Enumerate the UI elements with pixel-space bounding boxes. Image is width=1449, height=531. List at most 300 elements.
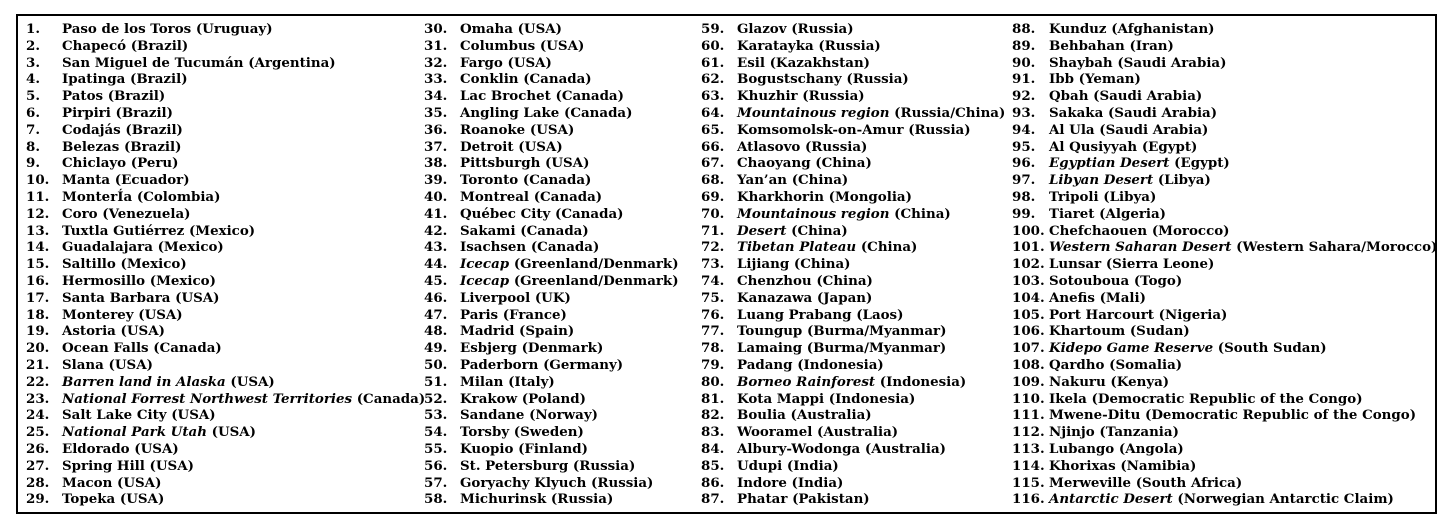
- location-name: Patos: [62, 88, 104, 105]
- location-number: 30.: [424, 21, 448, 37]
- location-region: (USA): [539, 37, 585, 54]
- list-item: [26, 307, 425, 324]
- location-number: 106.: [1012, 323, 1045, 340]
- list-item: [701, 374, 1005, 391]
- location-name: Udupi: [737, 457, 783, 474]
- list-item: [26, 155, 425, 172]
- location-name: Paris: [460, 306, 499, 323]
- list-item: [1012, 441, 1437, 458]
- location-name: Pirpiri: [62, 104, 111, 121]
- location-number: 3.: [26, 54, 40, 71]
- location-region: (Canada): [555, 88, 624, 105]
- location-name: Lac Brochet: [460, 88, 551, 105]
- location-number: 71.: [701, 222, 725, 239]
- location-number: 52.: [424, 390, 448, 407]
- list-item: [26, 71, 425, 88]
- location-region: (Australia): [790, 407, 872, 424]
- location-number: 74.: [701, 272, 725, 289]
- location-name: Western Saharan Desert: [1049, 239, 1232, 256]
- location-region: (Mali): [1099, 289, 1146, 306]
- location-name: Toronto: [460, 172, 519, 189]
- location-number: 14.: [26, 239, 50, 256]
- list-item: [424, 340, 679, 357]
- location-region: (Canada): [563, 104, 633, 121]
- location-name: Chefchaouen: [1049, 222, 1148, 239]
- location-name: Libyan Desert: [1049, 172, 1154, 189]
- location-number: 61.: [701, 54, 725, 71]
- location-number: 33.: [424, 71, 448, 88]
- list-item: [701, 88, 1005, 105]
- location-region: (Democratic Republic of the Congo): [1091, 390, 1363, 407]
- location-name: Mountainous region: [737, 205, 890, 222]
- location-number: 96.: [1012, 155, 1036, 172]
- location-name: Belezas: [62, 138, 120, 155]
- location-region: (Russia): [791, 21, 854, 37]
- list-item: [701, 441, 1005, 458]
- location-name: Desert: [737, 222, 787, 239]
- location-name: Borneo Rainforest: [737, 373, 876, 390]
- location-name: MonterÍa: [62, 188, 133, 205]
- location-number: 109.: [1012, 373, 1045, 390]
- location-name: Icecap: [460, 272, 510, 289]
- list-item: [424, 172, 679, 189]
- list-item: [26, 122, 425, 139]
- location-name: Astoria: [62, 323, 116, 340]
- list-item: [1012, 139, 1437, 156]
- list-item: [1012, 475, 1437, 492]
- location-name: Qbah: [1049, 88, 1089, 105]
- location-region: (South Sudan): [1217, 340, 1327, 357]
- location-number: 26.: [26, 440, 50, 457]
- location-region: (China): [894, 205, 951, 222]
- location-name: Slana: [62, 356, 104, 373]
- location-region: (Germany): [543, 356, 624, 373]
- location-name: Omaha: [460, 21, 513, 37]
- location-name: Montreal: [460, 188, 530, 205]
- location-number: 108.: [1012, 356, 1045, 373]
- list-item: [26, 206, 425, 223]
- location-number: 47.: [424, 306, 448, 323]
- location-region: (USA): [211, 424, 257, 441]
- list-item: [1012, 357, 1437, 374]
- location-name: Mountainous region: [737, 104, 890, 121]
- location-region: (Russia): [818, 37, 881, 54]
- location-region: (USA): [119, 491, 165, 508]
- location-name: Icecap: [460, 256, 510, 273]
- list-item: [424, 475, 679, 492]
- location-region: (Tanzania): [1099, 424, 1179, 441]
- location-number: 103.: [1012, 272, 1045, 289]
- location-name: Kota Mappi: [737, 390, 825, 407]
- location-region: (USA): [117, 474, 162, 491]
- location-name: Macon: [62, 474, 113, 491]
- list-item: [701, 172, 1005, 189]
- list-item: [424, 441, 679, 458]
- location-number: 77.: [701, 323, 725, 340]
- location-region: (Denmark): [521, 340, 604, 357]
- location-number: 38.: [424, 155, 448, 172]
- location-number: 21.: [26, 356, 50, 373]
- location-name: Columbus: [460, 37, 536, 54]
- location-region: (Italy): [508, 373, 555, 390]
- location-region: (USA): [108, 356, 153, 373]
- location-region: (Australia): [864, 440, 946, 457]
- location-region: (Brazil): [125, 121, 183, 138]
- location-number: 54.: [424, 424, 448, 441]
- location-name: Sakaka: [1049, 104, 1104, 121]
- location-name: Komsomolsk-on-Amur: [737, 121, 904, 138]
- location-number: 36.: [424, 121, 448, 138]
- location-number: 9.: [26, 155, 40, 172]
- list-item: [701, 105, 1005, 122]
- location-name: Esbjerg: [460, 340, 517, 357]
- location-number: 64.: [701, 104, 725, 121]
- location-number: 4.: [26, 71, 40, 88]
- list-item: [1012, 340, 1437, 357]
- location-region: (Canada): [530, 239, 600, 256]
- location-name: Salt Lake City: [62, 407, 167, 424]
- list-item: [424, 424, 679, 441]
- location-name: Indore: [737, 474, 787, 491]
- location-number: 13.: [26, 222, 50, 239]
- list-item: [26, 21, 425, 38]
- location-number: 82.: [701, 407, 725, 424]
- list-item: [701, 323, 1005, 340]
- location-number: 62.: [701, 71, 725, 88]
- location-number: 102.: [1012, 256, 1045, 273]
- location-region: (Norway): [529, 407, 598, 424]
- location-name: Roanoke: [460, 121, 526, 138]
- location-region: (Greenland/Denmark): [513, 256, 679, 273]
- location-number: 48.: [424, 323, 448, 340]
- list-item: [424, 273, 679, 290]
- location-region: (Russia): [846, 71, 909, 88]
- list-item: [26, 340, 425, 357]
- location-region: (Sweden): [513, 424, 584, 441]
- location-name: Yan’an: [737, 172, 788, 189]
- location-region: (Greenland/Denmark): [513, 272, 679, 289]
- list-item: [424, 38, 679, 55]
- location-region: (Argentina): [248, 54, 336, 71]
- location-number: 18.: [26, 306, 50, 323]
- list-item: [1012, 323, 1437, 340]
- location-number: 24.: [26, 407, 50, 424]
- list-item: [1012, 105, 1437, 122]
- location-number: 95.: [1012, 138, 1036, 155]
- location-number: 46.: [424, 289, 448, 306]
- location-number: 87.: [701, 491, 725, 508]
- location-region: (Brazil): [115, 104, 173, 121]
- list-item: [701, 290, 1005, 307]
- location-name: Boulia: [737, 407, 786, 424]
- location-number: 115.: [1012, 474, 1045, 491]
- location-number: 29.: [26, 491, 50, 508]
- location-name: Kharkhorin: [737, 188, 824, 205]
- location-number: 65.: [701, 121, 725, 138]
- location-region: (Finland): [518, 440, 588, 457]
- location-name: San Miguel de Tucumán: [62, 54, 244, 71]
- list-item: [701, 139, 1005, 156]
- location-name: Kidepo Game Reserve: [1049, 340, 1214, 357]
- location-name: Merweville: [1049, 474, 1132, 491]
- location-column-1: [26, 21, 425, 508]
- location-region: (Poland): [521, 390, 586, 407]
- location-number: 100.: [1012, 222, 1045, 239]
- list-item: [701, 273, 1005, 290]
- list-item: [1012, 223, 1437, 240]
- list-item: [1012, 458, 1437, 475]
- list-item: [424, 105, 679, 122]
- location-number: 56.: [424, 457, 448, 474]
- location-number: 12.: [26, 205, 50, 222]
- location-region: (Brazil): [130, 37, 189, 54]
- location-name: Kunduz: [1049, 21, 1107, 37]
- location-region: (USA): [175, 289, 220, 306]
- location-region: (Russia): [550, 491, 614, 508]
- location-name: Ikela: [1049, 390, 1087, 407]
- location-number: 94.: [1012, 121, 1036, 138]
- location-number: 60.: [701, 37, 725, 54]
- location-column-2: [424, 21, 679, 508]
- location-name: Ipatinga: [62, 71, 126, 88]
- list-item: [701, 155, 1005, 172]
- list-item: [424, 155, 679, 172]
- location-name: Codajás: [62, 121, 121, 138]
- list-item: [701, 307, 1005, 324]
- list-item: [26, 105, 425, 122]
- location-name: Conklin: [460, 71, 519, 88]
- location-number: 23.: [26, 390, 50, 407]
- list-item: [1012, 273, 1437, 290]
- location-region: (Somalia): [1109, 356, 1183, 373]
- location-number: 35.: [424, 104, 448, 121]
- location-region: (Spain): [519, 323, 575, 340]
- list-item: [701, 206, 1005, 223]
- list-item: [701, 122, 1005, 139]
- location-region: (Burma/Myanmar): [806, 323, 947, 340]
- location-column-4: [1012, 21, 1437, 508]
- location-region: (Saudi Arabia): [1107, 104, 1218, 121]
- list-item: [701, 391, 1005, 408]
- location-number: 104.: [1012, 289, 1045, 306]
- location-number: 67.: [701, 155, 725, 172]
- location-name: Antarctic Desert: [1049, 491, 1173, 508]
- location-number: 25.: [26, 424, 50, 441]
- list-item: [701, 357, 1005, 374]
- location-number: 107.: [1012, 340, 1045, 357]
- list-item: [1012, 38, 1437, 55]
- list-item: [1012, 491, 1437, 508]
- location-number: 98.: [1012, 188, 1036, 205]
- location-name: Toungup: [737, 323, 803, 340]
- location-region: (USA): [529, 121, 575, 138]
- location-region: (UK): [534, 289, 571, 306]
- location-name: Al Qusiyyah: [1049, 138, 1138, 155]
- location-name: Anefis: [1049, 289, 1095, 306]
- location-number: 110.: [1012, 390, 1045, 407]
- location-region: (Egypt): [1174, 155, 1230, 172]
- location-name: Sotouboua: [1049, 272, 1130, 289]
- location-name: Kuopio: [460, 440, 514, 457]
- location-region: (Burma/Myanmar): [806, 340, 947, 357]
- list-item: [26, 391, 425, 408]
- location-name: Barren land in Alaska: [62, 373, 226, 390]
- location-number: 66.: [701, 138, 725, 155]
- location-region: (Australia): [817, 424, 899, 441]
- location-region: (Mongolia): [828, 188, 912, 205]
- location-number: 49.: [424, 340, 448, 357]
- location-region: (Afghanistan): [1111, 21, 1215, 37]
- location-column-3: [701, 21, 1005, 508]
- location-region: (China): [791, 222, 848, 239]
- location-name: Nakuru: [1049, 373, 1106, 390]
- list-item: [424, 239, 679, 256]
- location-region: (Canada): [555, 205, 624, 222]
- location-number: 88.: [1012, 21, 1036, 37]
- location-number: 32.: [424, 54, 448, 71]
- location-name: Chaoyang: [737, 155, 811, 172]
- location-name: Tiaret: [1049, 205, 1095, 222]
- location-region: (Russia): [572, 457, 636, 474]
- location-region: (Namibia): [1120, 457, 1197, 474]
- list-item: [1012, 374, 1437, 391]
- location-name: Khartoum: [1049, 323, 1126, 340]
- list-item: [701, 458, 1005, 475]
- location-number: 42.: [424, 222, 448, 239]
- location-region: (Canada): [356, 390, 426, 407]
- list-item: [424, 374, 679, 391]
- list-item: [26, 88, 425, 105]
- location-number: 31.: [424, 37, 448, 54]
- location-region: (Peru): [130, 155, 179, 172]
- list-item: [701, 71, 1005, 88]
- location-region: (Russia): [591, 474, 654, 491]
- location-region: (Algeria): [1099, 205, 1167, 222]
- location-name: Michurinsk: [460, 491, 547, 508]
- location-name: National Park Utah: [62, 424, 207, 441]
- location-number: 16.: [26, 272, 50, 289]
- list-item: [1012, 88, 1437, 105]
- list-item: [424, 458, 679, 475]
- location-name: Angling Lake: [460, 104, 560, 121]
- location-region: (Western Sahara/Morocco): [1236, 239, 1438, 256]
- location-number: 15.: [26, 256, 50, 273]
- location-number: 27.: [26, 457, 50, 474]
- location-number: 5.: [26, 88, 40, 105]
- location-number: 40.: [424, 188, 448, 205]
- location-number: 97.: [1012, 172, 1036, 189]
- location-number: 2.: [26, 37, 40, 54]
- location-number: 99.: [1012, 205, 1036, 222]
- location-list-frame: [16, 14, 1437, 514]
- location-region: (South Africa): [1135, 474, 1243, 491]
- location-name: Njinjo: [1049, 424, 1095, 441]
- location-name: Kanazawa: [737, 289, 813, 306]
- list-item: [424, 88, 679, 105]
- list-item: [1012, 391, 1437, 408]
- location-name: Paderborn: [460, 356, 539, 373]
- location-number: 92.: [1012, 88, 1036, 105]
- location-region: (Russia): [802, 88, 865, 105]
- location-number: 51.: [424, 373, 448, 390]
- location-name: Mwene-Ditu: [1049, 407, 1141, 424]
- location-name: Milan: [460, 373, 504, 390]
- location-region: (Democratic Republic of the Congo): [1144, 407, 1417, 424]
- list-item: [1012, 71, 1437, 88]
- location-number: 112.: [1012, 424, 1045, 441]
- location-number: 78.: [701, 340, 725, 357]
- location-name: Tripoli: [1049, 188, 1099, 205]
- location-name: Topeka: [62, 491, 116, 508]
- location-region: (USA): [545, 155, 590, 172]
- location-number: 58.: [424, 491, 448, 508]
- location-name: Port Harcourt: [1049, 306, 1154, 323]
- location-number: 43.: [424, 239, 448, 256]
- location-region: (Saudi Arabia): [1099, 121, 1209, 138]
- location-region: (Canada): [153, 340, 222, 357]
- location-region: (Iran): [1129, 37, 1174, 54]
- location-region: (China): [816, 272, 873, 289]
- location-name: Fargo: [460, 54, 503, 71]
- location-number: 81.: [701, 390, 725, 407]
- list-item: [1012, 122, 1437, 139]
- list-item: [26, 139, 425, 156]
- list-item: [424, 223, 679, 240]
- location-number: 37.: [424, 138, 448, 155]
- list-item: [1012, 155, 1437, 172]
- location-name: Khuzhir: [737, 88, 798, 105]
- location-number: 86.: [701, 474, 725, 491]
- list-item: [1012, 189, 1437, 206]
- list-item: [26, 38, 425, 55]
- location-name: Ibb: [1049, 71, 1074, 88]
- location-region: (Brazil): [107, 88, 166, 105]
- location-region: (Libya): [1157, 172, 1211, 189]
- list-item: [424, 323, 679, 340]
- location-region: (China): [791, 172, 849, 189]
- list-item: [26, 189, 425, 206]
- list-item: [424, 491, 679, 508]
- location-region: (USA): [518, 138, 563, 155]
- location-region: (Morocco): [1151, 222, 1230, 239]
- location-region: (Russia/China): [894, 104, 1006, 121]
- location-number: 34.: [424, 88, 448, 105]
- list-item: [1012, 256, 1437, 273]
- location-region: (USA): [171, 407, 216, 424]
- location-region: (China): [860, 239, 918, 256]
- location-number: 68.: [701, 172, 725, 189]
- location-name: Lamaing: [737, 340, 803, 357]
- location-name: Paso de los Toros: [62, 21, 192, 37]
- location-name: Québec City: [460, 205, 551, 222]
- location-name: Sandane: [460, 407, 525, 424]
- list-item: [26, 441, 425, 458]
- location-name: Madrid: [460, 323, 515, 340]
- location-region: (Libya): [1103, 188, 1157, 205]
- location-name: Manta: [62, 172, 111, 189]
- location-name: Chiclayo: [62, 155, 127, 172]
- location-number: 44.: [424, 256, 448, 273]
- location-name: Al Ula: [1049, 121, 1095, 138]
- location-name: Isachsen: [460, 239, 527, 256]
- list-item: [1012, 424, 1437, 441]
- location-region: (Norwegian Antarctic Claim): [1177, 491, 1394, 508]
- location-number: 76.: [701, 306, 725, 323]
- location-name: Hermosillo: [62, 272, 146, 289]
- location-number: 91.: [1012, 71, 1036, 88]
- location-region: (Egypt): [1141, 138, 1198, 155]
- location-region: (USA): [230, 373, 275, 390]
